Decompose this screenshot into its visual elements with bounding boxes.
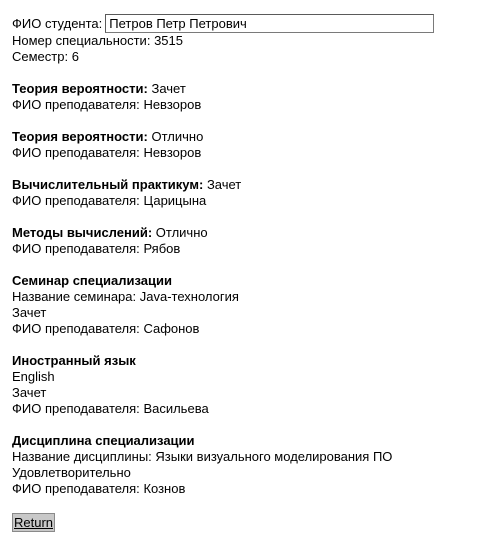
report-page (12, 13, 492, 532)
course-block (12, 225, 492, 257)
seminar-grade: Зачет (12, 305, 47, 320)
seminar-name-line (12, 289, 492, 305)
course-block (12, 129, 492, 161)
course-teacher-line (12, 193, 492, 209)
course-title: Теория вероятности: (12, 81, 148, 96)
foreign-language-name: English (12, 369, 55, 384)
semester-line (12, 49, 492, 65)
course-title-line (12, 129, 492, 145)
student-name-input[interactable] (105, 14, 434, 33)
discipline-title: Дисциплина специализации (12, 433, 195, 448)
seminar-teacher-line (12, 321, 492, 337)
teacher-label: ФИО преподавателя: (12, 145, 140, 160)
semester-label: Семестр: (12, 49, 69, 64)
course-teacher: Рябов (143, 241, 181, 256)
course-grade: Отлично (155, 225, 208, 240)
discipline-teacher-line (12, 481, 492, 497)
course-title-line (12, 177, 492, 193)
course-teacher: Царицына (143, 193, 207, 208)
course-title: Вычислительный практикум: (12, 177, 204, 192)
teacher-label: ФИО преподавателя: (12, 321, 140, 336)
course-teacher-line (12, 97, 492, 113)
course-grade: Зачет (206, 177, 242, 192)
student-name-label: ФИО студента: (12, 15, 103, 31)
teacher-label: ФИО преподавателя: (12, 193, 140, 208)
course-title-line (12, 81, 492, 97)
return-button[interactable]: Return (14, 515, 54, 530)
foreign-language-grade: Зачет (12, 385, 47, 400)
seminar-block (12, 273, 492, 337)
course-grade: Отлично (151, 129, 204, 144)
semester-value: 6 (71, 49, 79, 64)
course-teacher: Невзоров (143, 97, 202, 112)
foreign-language-teacher: Васильева (143, 401, 209, 416)
foreign-language-title: Иностранный язык (12, 353, 136, 368)
foreign-language-teacher-line (12, 401, 492, 417)
course-grade: Зачет (151, 81, 186, 96)
teacher-label: ФИО преподавателя: (12, 401, 140, 416)
seminar-name-label: Название семинара: (12, 289, 137, 304)
teacher-label: ФИО преподавателя: (12, 241, 140, 256)
course-title-line (12, 225, 492, 241)
discipline-name: Языки визуального моделирования ПО (155, 449, 393, 464)
specialty-label: Номер специальности: (12, 33, 151, 48)
course-title: Методы вычислений: (12, 225, 153, 240)
course-teacher-line (12, 241, 492, 257)
student-name-row (12, 13, 492, 33)
course-title: Теория вероятности: (12, 129, 148, 144)
course-teacher: Невзоров (143, 145, 202, 160)
discipline-name-label: Название дисциплины: (12, 449, 152, 464)
course-block (12, 81, 492, 113)
discipline-grade: Удовлетворительно (12, 465, 131, 480)
discipline-block (12, 433, 492, 497)
teacher-label: ФИО преподавателя: (12, 481, 140, 496)
discipline-teacher: Кознов (143, 481, 186, 496)
course-teacher-line (12, 145, 492, 161)
course-block (12, 177, 492, 209)
specialty-line (12, 33, 492, 49)
seminar-name: Java-технология (139, 289, 239, 304)
seminar-teacher: Сафонов (143, 321, 200, 336)
foreign-language-block (12, 353, 492, 417)
teacher-label: ФИО преподавателя: (12, 97, 140, 112)
discipline-name-line (12, 449, 492, 465)
seminar-title: Семинар специализации (12, 273, 172, 288)
specialty-value: 3515 (154, 33, 183, 48)
